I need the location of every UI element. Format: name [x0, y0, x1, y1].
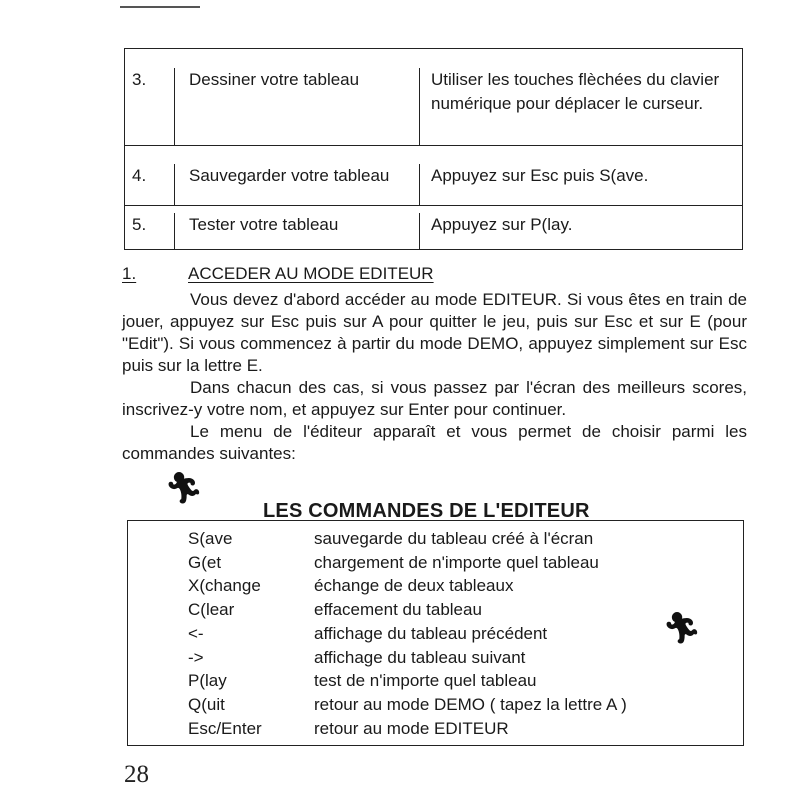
- page-number: 28: [124, 761, 149, 788]
- command-row: [128, 527, 743, 551]
- runner-mascot-icon: 🏃︎: [663, 611, 702, 646]
- command-row: [128, 574, 743, 598]
- section-title: ACCEDER AU MODE EDITEUR: [188, 264, 434, 283]
- command-key: S(ave: [188, 529, 233, 548]
- command-row: [128, 646, 743, 670]
- steps-table: [124, 48, 743, 250]
- command-description: effacement du tableau: [314, 600, 482, 620]
- command-row: [128, 622, 743, 646]
- command-description: retour au mode DEMO ( tapez la lettre A ): [314, 694, 627, 714]
- step-number: 4.: [125, 164, 175, 205]
- command-description: test de n'importe quel tableau: [314, 671, 537, 691]
- top-rule: [120, 6, 200, 8]
- paragraph: Vous devez d'abord accéder au mode EDITEUR. Si vous êtes en train de jouer, appuyez sur Esc puis sur A pour quitter le jeu, puis sur Esc et sur E (pour "Edit"). Si vous commencez à partir du mode DEMO, appuyez simplement sur Esc puis sur la lettre E.: [122, 290, 747, 375]
- table-row: [125, 206, 742, 249]
- command-description: sauvegarde du tableau créé à l'écran: [314, 529, 594, 548]
- command-description: retour au mode EDITEUR: [314, 718, 509, 738]
- step-number: 3.: [125, 68, 175, 145]
- command-key: X(change: [188, 576, 261, 596]
- step-description: Utiliser les touches flèchées du clavier numérique pour déplacer le curseur.: [431, 70, 720, 113]
- section-number: 1.: [122, 264, 137, 283]
- table-row: [125, 146, 742, 206]
- command-row: [128, 717, 743, 741]
- command-key: ->: [188, 647, 204, 667]
- command-description: affichage du tableau précédent: [314, 623, 548, 643]
- command-key: G(et: [188, 552, 222, 572]
- step-description: Appuyez sur Esc puis S(ave.: [431, 166, 649, 185]
- step-number: 5.: [125, 213, 175, 249]
- runner-mascot-icon: 🏃︎: [165, 471, 204, 506]
- command-key: C(lear: [188, 600, 235, 620]
- command-key: Q(uit: [188, 694, 225, 714]
- step-name: Tester votre tableau: [175, 213, 420, 249]
- command-key: Esc/Enter: [188, 718, 262, 738]
- section-heading: [122, 263, 434, 285]
- command-row: [128, 669, 743, 693]
- commands-title: LES COMMANDES DE L'EDITEUR: [263, 500, 590, 522]
- paragraph: Dans chacun des cas, si vous passez par l'écran des meilleurs scores, inscrivez-y votre nom, et appuyez sur Enter pour continuer.: [122, 378, 747, 419]
- paragraph: Le menu de l'éditeur apparaît et vous permet de choisir parmi les commandes suivantes:: [122, 422, 747, 463]
- step-description: Appuyez sur P(lay.: [431, 215, 573, 234]
- table-row: [125, 49, 742, 146]
- command-row: [128, 551, 743, 575]
- commands-box: [127, 520, 744, 746]
- step-name: Dessiner votre tableau: [175, 68, 420, 145]
- body-text: [122, 289, 747, 465]
- command-key: <-: [188, 623, 204, 643]
- command-description: chargement de n'importe quel tableau: [314, 552, 599, 572]
- step-name: Sauvegarder votre tableau: [175, 164, 420, 205]
- command-description: échange de deux tableaux: [314, 576, 514, 596]
- command-description: affichage du tableau suivant: [314, 647, 526, 667]
- command-row: [128, 598, 743, 622]
- command-key: P(lay: [188, 671, 227, 691]
- command-row: [128, 693, 743, 717]
